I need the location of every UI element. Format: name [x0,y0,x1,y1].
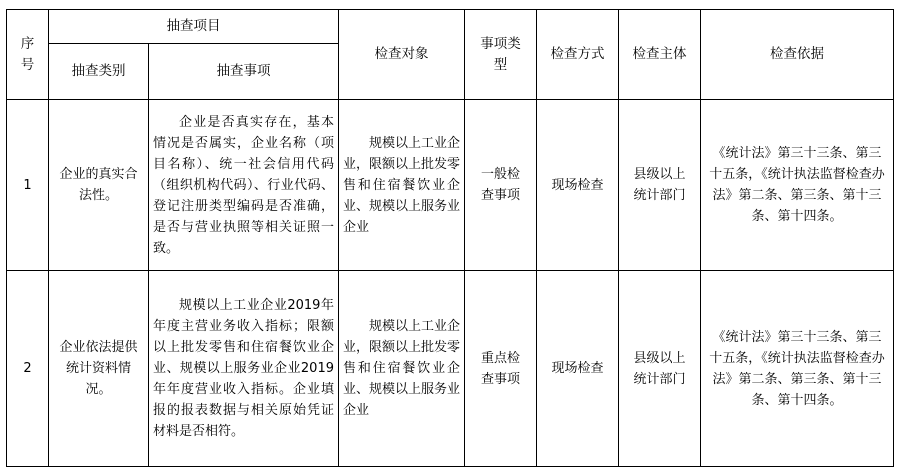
row-category: 企业的真实合法性。 [49,100,149,271]
row-basis: 《统计法》第三十三条、第三十五条，《统计执法监督检查办法》第二条、第三条、第十三条、第十四条。 [701,271,894,467]
row-seq: 2 [7,271,49,467]
row-item: 企业是否真实存在，基本情况是否属实，企业名称（项目名称）、统一社会信用代码（组织机构代码）、行业代码、登记注册类型编码是否准确，是否与营业执照等相关证照一致。 [149,100,339,271]
row-target: 规模以上工业企业，限额以上批发零售和住宿餐饮业企业、规模以上服务业企业 [339,271,465,467]
row-category: 企业依法提供统计资料情况。 [49,271,149,467]
header-subject: 检查主体 [619,10,701,100]
row-subject: 县级以上统计部门 [619,100,701,271]
row-item: 规模以上工业企业2019年年度主营业务收入指标；限额以上批发零售和住宿餐饮业企业、规模以上服务业企业2019年年度营业收入指标。企业填报的报表数据与相关原始凭证材料是否相符。 [149,271,339,467]
header-group: 抽查项目 [49,10,339,44]
row-subject: 县级以上统计部门 [619,271,701,467]
header-target: 检查对象 [339,10,465,100]
header-type: 事项类型 [465,10,537,100]
header-method: 检查方式 [537,10,619,100]
table-row [7,271,894,467]
row-method: 现场检查 [537,271,619,467]
header-item: 抽查事项 [149,44,339,100]
row-seq: 1 [7,100,49,271]
row-type: 重点检查事项 [465,271,537,467]
row-type: 一般检查事项 [465,100,537,271]
table-row [7,100,894,271]
inspection-table [6,9,894,467]
header-row-1 [7,10,894,44]
header-category: 抽查类别 [49,44,149,100]
header-basis: 检查依据 [701,10,894,100]
header-seq: 序号 [7,10,49,100]
row-basis: 《统计法》第三十三条、第三十五条，《统计执法监督检查办法》第二条、第三条、第十三条、第十四条。 [701,100,894,271]
row-target: 规模以上工业企业，限额以上批发零售和住宿餐饮业企业、规模以上服务业企业 [339,100,465,271]
row-method: 现场检查 [537,100,619,271]
